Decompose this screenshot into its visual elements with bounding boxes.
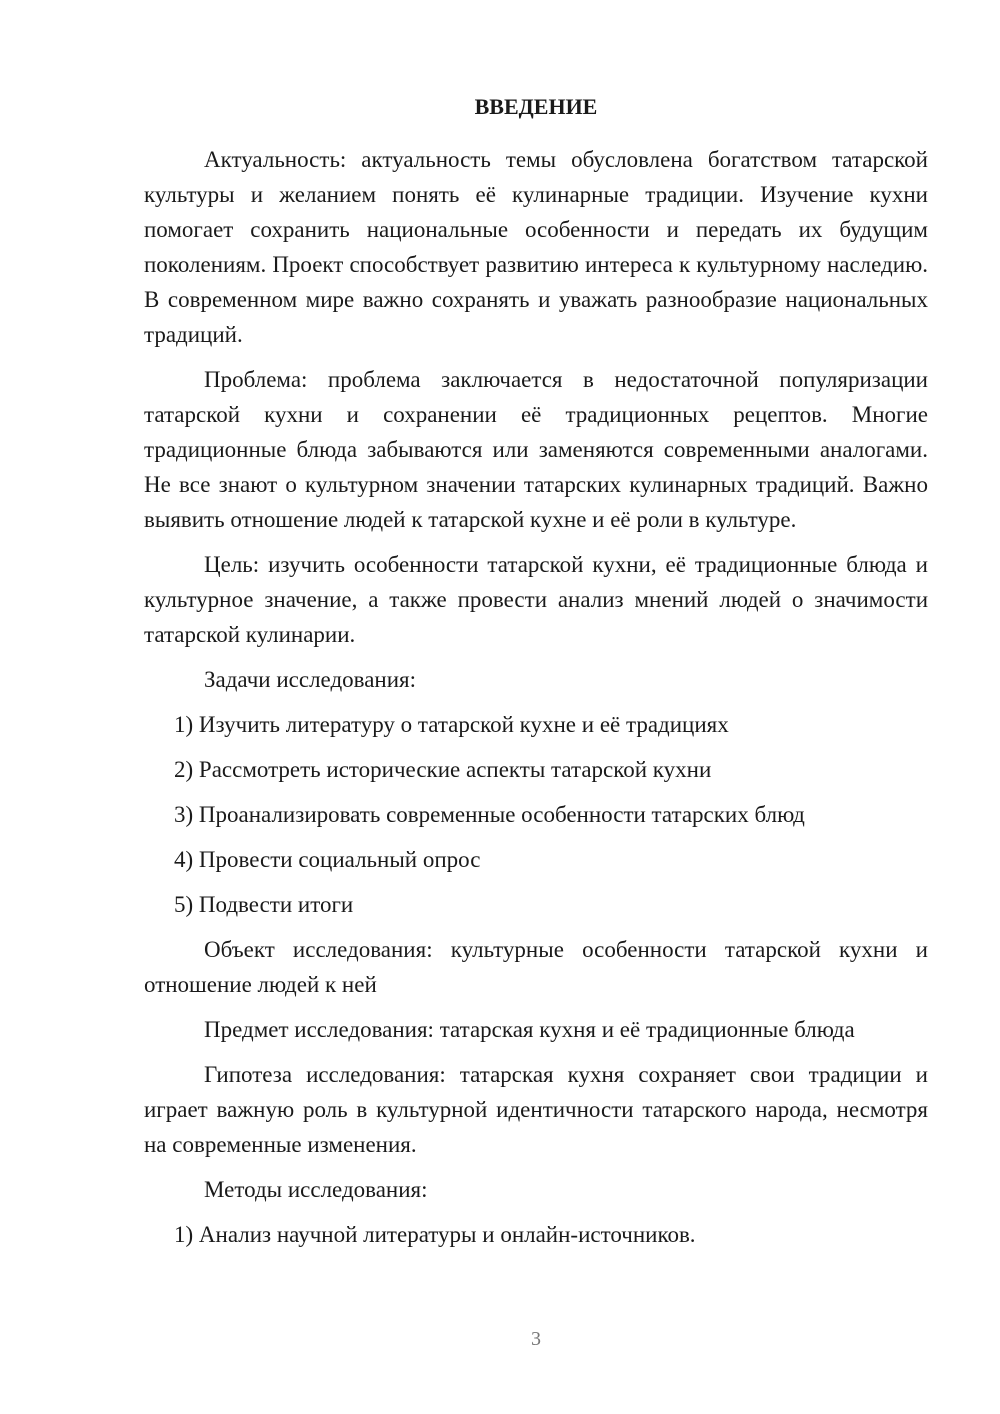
document-page [144,92,928,1262]
list-item: 1) Изучить литературу о татарской кухне и её традициях [174,712,729,737]
list-item: 4) Провести социальный опрос [174,847,481,872]
list-item: 1) Анализ научной литературы и онлайн-источников. [174,1222,696,1247]
hypothesis-paragraph: Гипотеза исследования: татарская кухня сохраняет свои традиции и играет важную роль в культурной идентичности татарского народа, несмотря на современные изменения. [144,1062,928,1157]
methods-heading: Методы исследования: [204,1177,428,1202]
page-title: ВВЕДЕНИЕ [474,94,598,119]
tasks-heading: Задачи исследования: [204,667,417,692]
goal-paragraph: Цель: изучить особенности татарской кухни, её традиционные блюда и культурное значение, а также провести анализ мнений людей о значимости татарской кулинарии. [144,552,928,647]
tasks-list [144,707,928,922]
relevance-paragraph: Актуальность: актуальность темы обусловлена богатством татарской культуры и желанием понять её кулинарные традиции. Изучение кухни помогает сохранить национальные особенности и передать их будущим поколениям. Проект способствует развитию интереса к культурному наследию. В современном мире важно сохранять и уважать разнообразие национальных традиций. [144,147,928,347]
page-number: 3 [531,1328,541,1350]
problem-paragraph: Проблема: проблема заключается в недостаточной популяризации татарской кухни и сохранении её традиционных рецептов. Многие традиционные блюда забываются или заменяются современными аналогами. Не все знают о культурном значении татарских кулинарных традиций. Важно выявить отношение людей к татарской кухне и её роли в культуре. [144,367,928,532]
subject-paragraph: Предмет исследования: татарская кухня и её традиционные блюда [204,1017,855,1042]
list-item: 2) Рассмотреть исторические аспекты татарской кухни [174,757,712,782]
list-item: 5) Подвести итоги [174,892,354,917]
object-paragraph: Объект исследования: культурные особенности татарской кухни и отношение людей к ней [144,937,928,997]
methods-list [144,1217,928,1252]
list-item: 3) Проанализировать современные особенности татарских блюд [174,802,805,827]
